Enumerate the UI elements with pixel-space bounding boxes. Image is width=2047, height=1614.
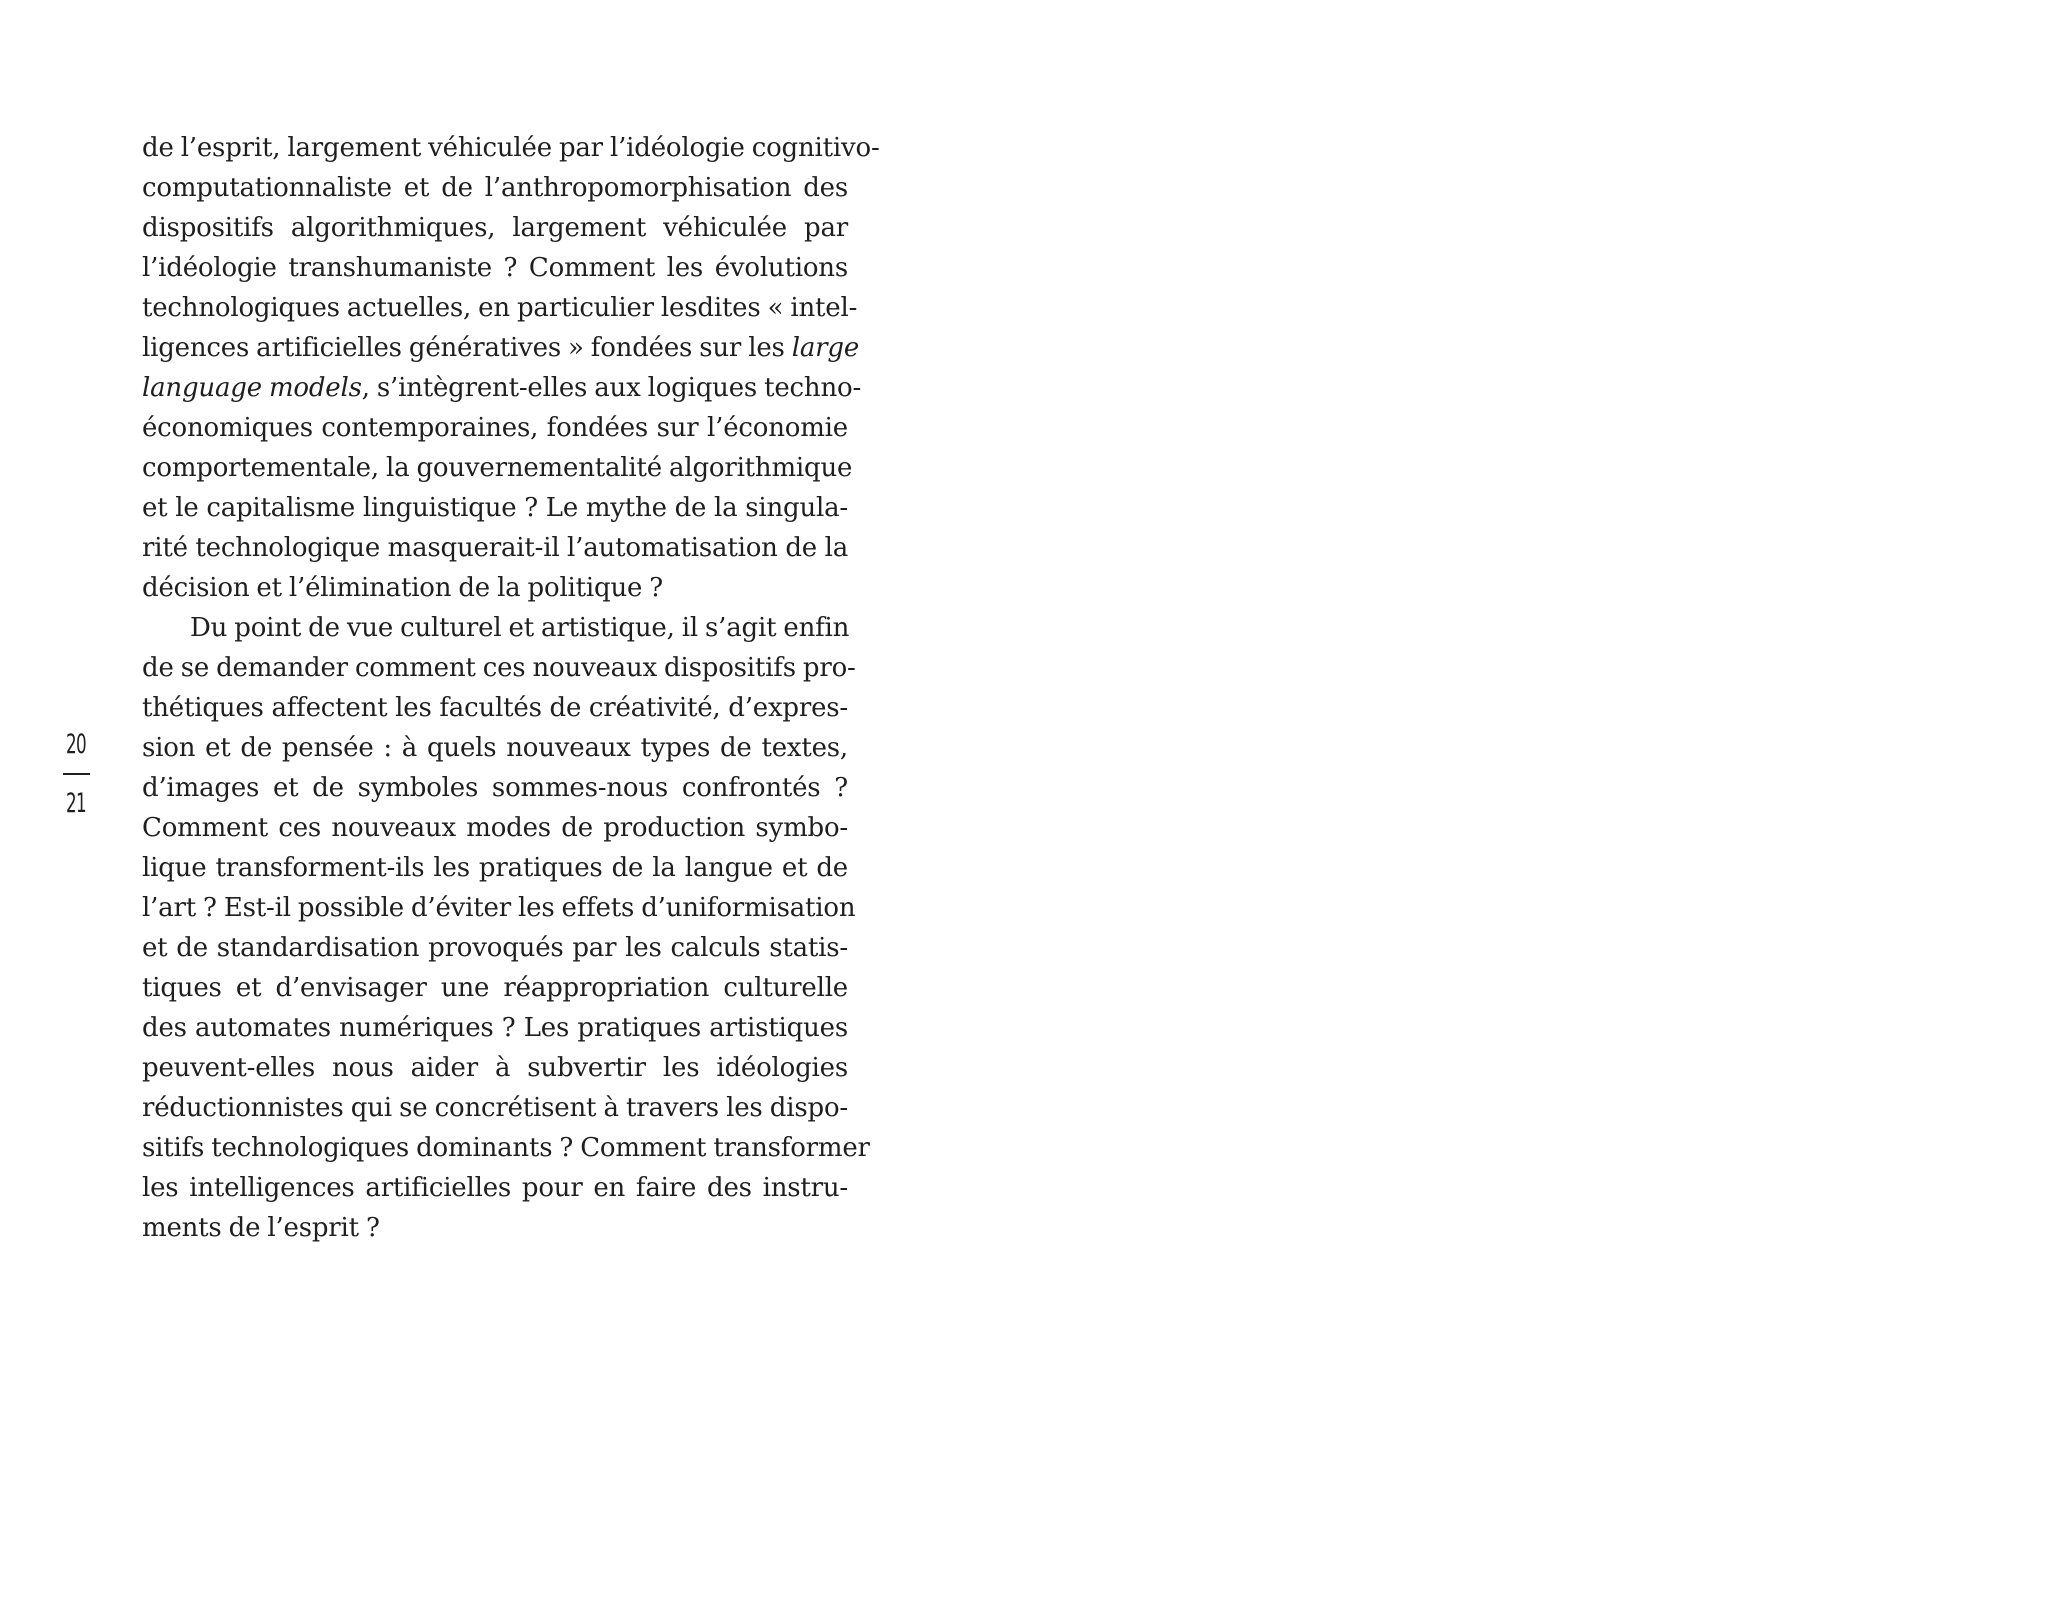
text-line: réductionnistes qui se concrétisent à travers les dispo- [142,1093,848,1123]
italic-run: language models [142,373,362,403]
text-line: comportementale, la gouvernementalité algorithmique [142,453,853,483]
text-line: les intelligences artificielles pour en faire des instru- [142,1173,848,1203]
text-line: computationnaliste et de l’anthropomorphisation des [142,173,848,203]
paragraph-1 [142,128,880,608]
folio-left-number: 20 [65,729,87,760]
text-line: de l’esprit, largement véhiculée par l’idéologie cognitivo- [142,133,880,163]
text-line: l’art ? Est-il possible d’éviter les effets d’uniformisation [142,893,856,923]
text-line [142,328,860,368]
italic-run: large [791,333,860,363]
text-line: de se demander comment ces nouveaux dispositifs pro- [142,653,856,683]
text-line: et de standardisation provoqués par les calculs statis- [142,933,848,963]
text-line: ments de l’esprit ? [142,1213,380,1243]
text-line: économiques contemporaines, fondées sur l’économie [142,413,848,443]
text-line: rité technologique masquerait-il l’automatisation de la [142,533,848,563]
text-line [142,368,862,408]
text-line: des automates numériques ? Les pratiques artistiques [142,1013,848,1043]
folio-right-number: 21 [65,788,87,819]
text-line: tiques et d’envisager une réappropriation culturelle [142,973,848,1003]
text-line: l’idéologie transhumaniste ? Comment les évolutions [142,253,848,283]
text-line: thétiques affectent les facultés de créativité, d’expres- [142,693,848,723]
text-line: décision et l’élimination de la politique ? [142,573,664,603]
text-line: dispositifs algorithmiques, largement véhiculée par [142,213,848,243]
text-line: sitifs technologiques dominants ? Comment transformer [142,1133,870,1163]
text-line: sion et de pensée : à quels nouveaux types de textes, [142,733,848,763]
body-text [142,128,880,1248]
text-line: peuvent-elles nous aider à subvertir les idéologies [142,1053,848,1083]
text-line: Comment ces nouveaux modes de production symbo- [142,813,848,843]
text-line: technologiques actuelles, en particulier lesdites « intel- [142,293,858,323]
folio-dash [63,773,90,775]
page-folio [56,728,96,821]
text-line: lique transforment-ils les pratiques de la langue et de [142,853,848,883]
text-line: Du point de vue culturel et artistique, il s’agit enfin [190,613,850,643]
text-run: ligences artificielles génératives » fondées sur les [142,333,792,363]
text-line: d’images et de symboles sommes-nous confrontés ? [142,773,848,803]
text-line: et le capitalisme linguistique ? Le mythe de la singula- [142,493,848,523]
paragraph-2 [142,608,870,1248]
text-run: , s’intègrent-elles aux logiques techno- [361,373,862,403]
